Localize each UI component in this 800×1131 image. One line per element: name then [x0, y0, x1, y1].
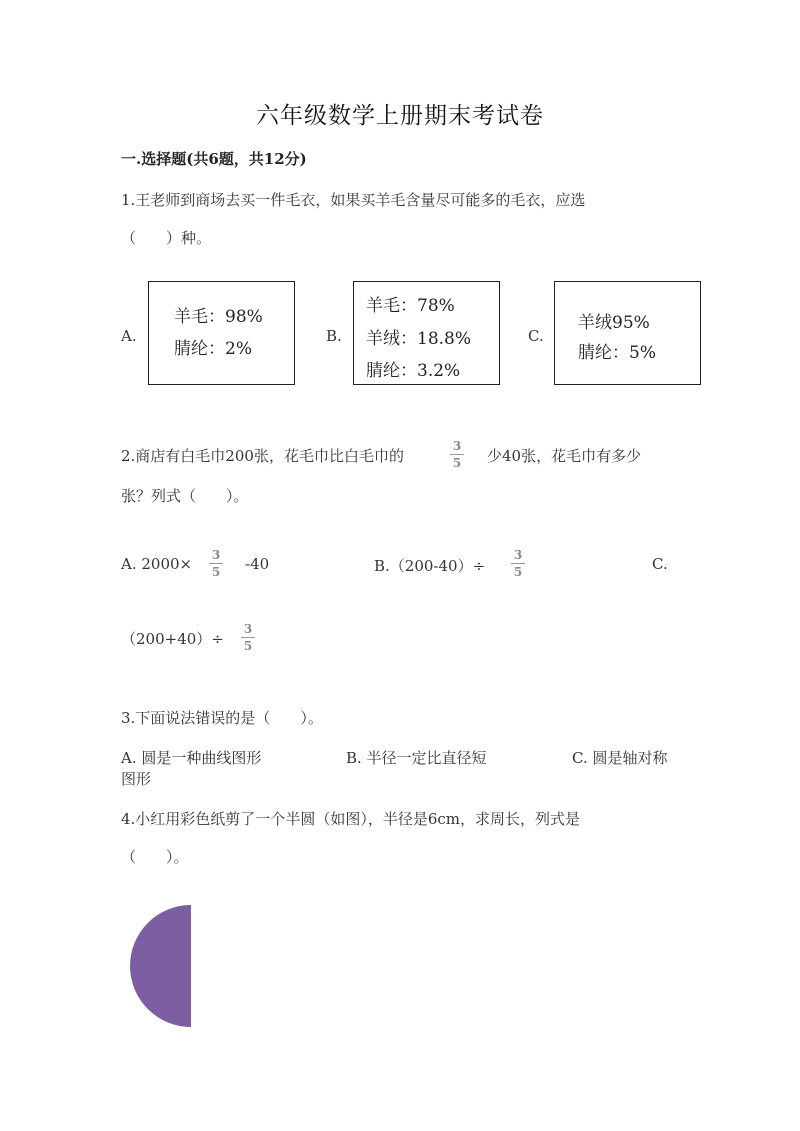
question-1-stem-cont: （ ）种。	[121, 229, 212, 247]
question-1-stem: 1.王老师到商场去买一件毛衣，如果买羊毛含量尽可能多的毛衣，应选	[121, 191, 586, 209]
option-b-line: 羊毛：78%	[366, 296, 455, 316]
option-c-box	[554, 281, 701, 385]
fraction-bar	[241, 637, 255, 638]
question-3-stem: 3.下面说法错误的是（ ）。	[121, 709, 323, 727]
fraction-numerator: 3	[243, 622, 253, 636]
fraction-denominator: 5	[513, 565, 523, 579]
option-a-label: A.	[121, 327, 137, 345]
fraction-numerator: 3	[211, 548, 221, 562]
option-c-line: 羊绒95%	[578, 313, 650, 333]
option-a-line: 羊毛：98%	[174, 307, 263, 327]
option-b-line: 腈纶：3.2%	[366, 361, 461, 381]
option-a-line: 腈纶：2%	[174, 339, 252, 359]
section-heading: 一.选择题(共6题，共12分)	[121, 150, 307, 168]
fraction	[449, 440, 465, 469]
q3-option-c-cont: 图形	[121, 770, 152, 788]
option-b-box	[353, 281, 500, 385]
fraction-bar	[209, 563, 223, 564]
option-c-label: C.	[528, 327, 544, 345]
question-2-stem: 2.商店有白毛巾200张，花毛巾比白毛巾的	[121, 447, 404, 465]
fraction-bar	[511, 563, 525, 564]
option-c-line: 腈纶：5%	[578, 343, 656, 363]
q2-option-c-label: C.	[652, 555, 668, 573]
question-2-stem-line2: 张？列式（ ）。	[121, 487, 249, 505]
option-a-box	[148, 281, 295, 385]
fraction	[510, 549, 526, 578]
semicircle-figure	[130, 905, 192, 1027]
fraction-numerator: 3	[513, 548, 523, 562]
fraction	[240, 623, 256, 652]
q2-option-b: B.（200-40）÷	[374, 557, 486, 575]
q3-option-b: B. 半径一定比直径短	[346, 749, 487, 767]
option-b-line: 羊绒：18.8%	[366, 329, 472, 349]
q2-option-a: A. 2000×	[121, 555, 193, 573]
q3-option-c: C. 圆是轴对称	[572, 749, 668, 767]
fraction-denominator: 5	[452, 456, 462, 470]
option-b-label: B.	[326, 327, 342, 345]
question-4-stem: 4.小红用彩色纸剪了一个半圆（如图），半径是6cm，求周长，列式是	[121, 810, 580, 828]
fraction-bar	[450, 454, 464, 455]
fraction-denominator: 5	[211, 565, 221, 579]
q2-option-c: （200+40）÷	[121, 630, 224, 648]
question-4-stem-cont: （ ）。	[121, 848, 189, 866]
question-2-stem-cont: 少40张，花毛巾有多少	[487, 447, 642, 465]
q3-option-a: A. 圆是一种曲线图形	[121, 749, 262, 767]
fraction	[208, 549, 224, 578]
q2-option-a-cont: -40	[245, 555, 270, 573]
page-title: 六年级数学上册期末考试卷	[256, 103, 544, 129]
fraction-denominator: 5	[243, 639, 253, 653]
fraction-numerator: 3	[452, 439, 462, 453]
